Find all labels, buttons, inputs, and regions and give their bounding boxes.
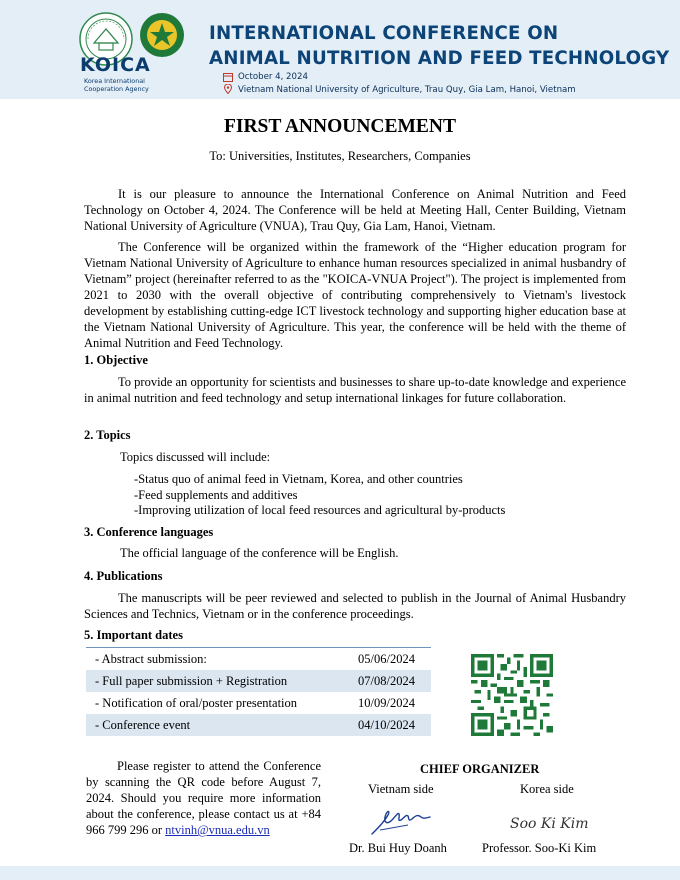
publications-text: The manuscripts will be peer reviewed and selected to publish in the Journal of Animal Husbandry Sciences and Technics, Vietnam or in the conference proceedings. bbox=[84, 591, 626, 621]
location-pin-icon bbox=[223, 84, 233, 94]
languages-heading: 3. Conference languages bbox=[84, 525, 214, 539]
date-value: 07/08/2024 bbox=[358, 673, 415, 688]
table-row bbox=[86, 692, 431, 714]
koica-logo-wordmark: KOICA bbox=[80, 54, 151, 76]
registration-qr-code[interactable] bbox=[471, 654, 553, 736]
conference-title-line2: ANIMAL NUTRITION AND FEED TECHNOLOGY bbox=[209, 48, 670, 69]
page-title: FIRST ANNOUNCEMENT bbox=[223, 116, 457, 137]
contact-email-link[interactable]: ntvinh@vnua.edu.vn bbox=[165, 823, 270, 837]
topics-heading: 2. Topics bbox=[84, 428, 131, 442]
topics-intro: Topics discussed will include: bbox=[120, 450, 271, 464]
table-row bbox=[86, 648, 431, 671]
calendar-icon bbox=[223, 72, 233, 82]
topic-item: -Feed supplements and additives bbox=[134, 488, 298, 502]
objective-heading: 1. Objective bbox=[84, 353, 148, 367]
registration-text bbox=[86, 758, 321, 838]
conference-meta bbox=[238, 71, 576, 97]
vietnam-signature bbox=[368, 806, 440, 838]
conference-title bbox=[209, 21, 669, 71]
publications-heading: 4. Publications bbox=[84, 569, 163, 583]
recipients-line: To: Universities, Institutes, Researchers, Companies bbox=[209, 149, 471, 163]
koica-subtitle-line2: Cooperation Agency bbox=[84, 85, 149, 93]
footer-band bbox=[0, 866, 680, 880]
dates-heading: 5. Important dates bbox=[84, 628, 183, 642]
date-label: - Notification of oral/poster presentation bbox=[95, 695, 298, 710]
conference-date: October 4, 2024 bbox=[238, 72, 308, 82]
topic-item: -Improving utilization of local feed resources and agricultural by-products bbox=[134, 503, 506, 517]
korea-signature bbox=[508, 806, 590, 836]
date-label: - Abstract submission: bbox=[86, 648, 342, 671]
registration-body: Please register to attend the Conference by scanning the QR code before August 7, 2024. Should you require more information about the conference, please contact us at +84 966 799 296 or bbox=[86, 759, 321, 837]
header-band bbox=[0, 0, 680, 99]
vnua-logo bbox=[139, 12, 185, 58]
table-row bbox=[86, 670, 431, 692]
koica-subtitle bbox=[84, 77, 149, 93]
date-label: - Conference event bbox=[95, 717, 191, 732]
korea-side-label: Korea side bbox=[520, 782, 574, 796]
languages-text: The official language of the conference will be English. bbox=[120, 546, 399, 560]
conference-venue: Vietnam National University of Agriculture, Trau Quy, Gia Lam, Hanoi, Vietnam bbox=[238, 85, 576, 95]
intro-paragraph-1: It is our pleasure to announce the International Conference on Animal Nutrition and Feed Technology on October 4, 2024. The Conference will be held at Meeting Hall, Center Building, Vietnam National University of Agriculture (VNUA), Trau Quy, Gia Lam, Hanoi, Vietnam. bbox=[84, 187, 626, 233]
date-value: 04/10/2024 bbox=[358, 717, 415, 732]
objective-text: To provide an opportunity for scientists and businesses to share up-to-date knowledge and experience in animal nutrition and feed technology and setup international linkages for future collaboration. bbox=[84, 375, 626, 405]
date-label: - Full paper submission + Registration bbox=[95, 673, 288, 688]
korea-signature-script: Soo Ki Kim bbox=[510, 816, 589, 832]
table-row bbox=[86, 714, 431, 736]
koica-subtitle-line1: Korea International bbox=[84, 77, 145, 85]
important-dates-table bbox=[86, 647, 431, 736]
intro-paragraph-2: The Conference will be organized within the framework of the “Higher education program for Vietnam National University of Agriculture to enhance human resources specialized in animal husbandry of Vietnam” project (hereinafter referred to as the "KOICA-VNUA Project"). The project is implemented from 2021 to 2030 with the overall objective of contributing comprehensively to Vietnam's livestock development by establishing cutting-edge ICT livestock technology and supporting higher education base at the Vietnam National University of Agriculture. This year, the conference will be held with the theme of Animal Nutrition and Feed Technology. bbox=[84, 240, 626, 350]
date-value: 10/09/2024 bbox=[358, 695, 415, 710]
date-value: 05/06/2024 bbox=[342, 648, 431, 671]
topic-item: -Status quo of animal feed in Vietnam, Korea, and other countries bbox=[134, 472, 463, 486]
conference-title-line1: INTERNATIONAL CONFERENCE ON bbox=[209, 23, 559, 44]
vietnam-side-label: Vietnam side bbox=[368, 782, 434, 796]
chief-organizer-label: CHIEF ORGANIZER bbox=[420, 762, 540, 776]
vietnam-signer-name: Dr. Bui Huy Doanh bbox=[349, 841, 447, 855]
korea-signer-name: Professor. Soo-Ki Kim bbox=[482, 841, 597, 855]
